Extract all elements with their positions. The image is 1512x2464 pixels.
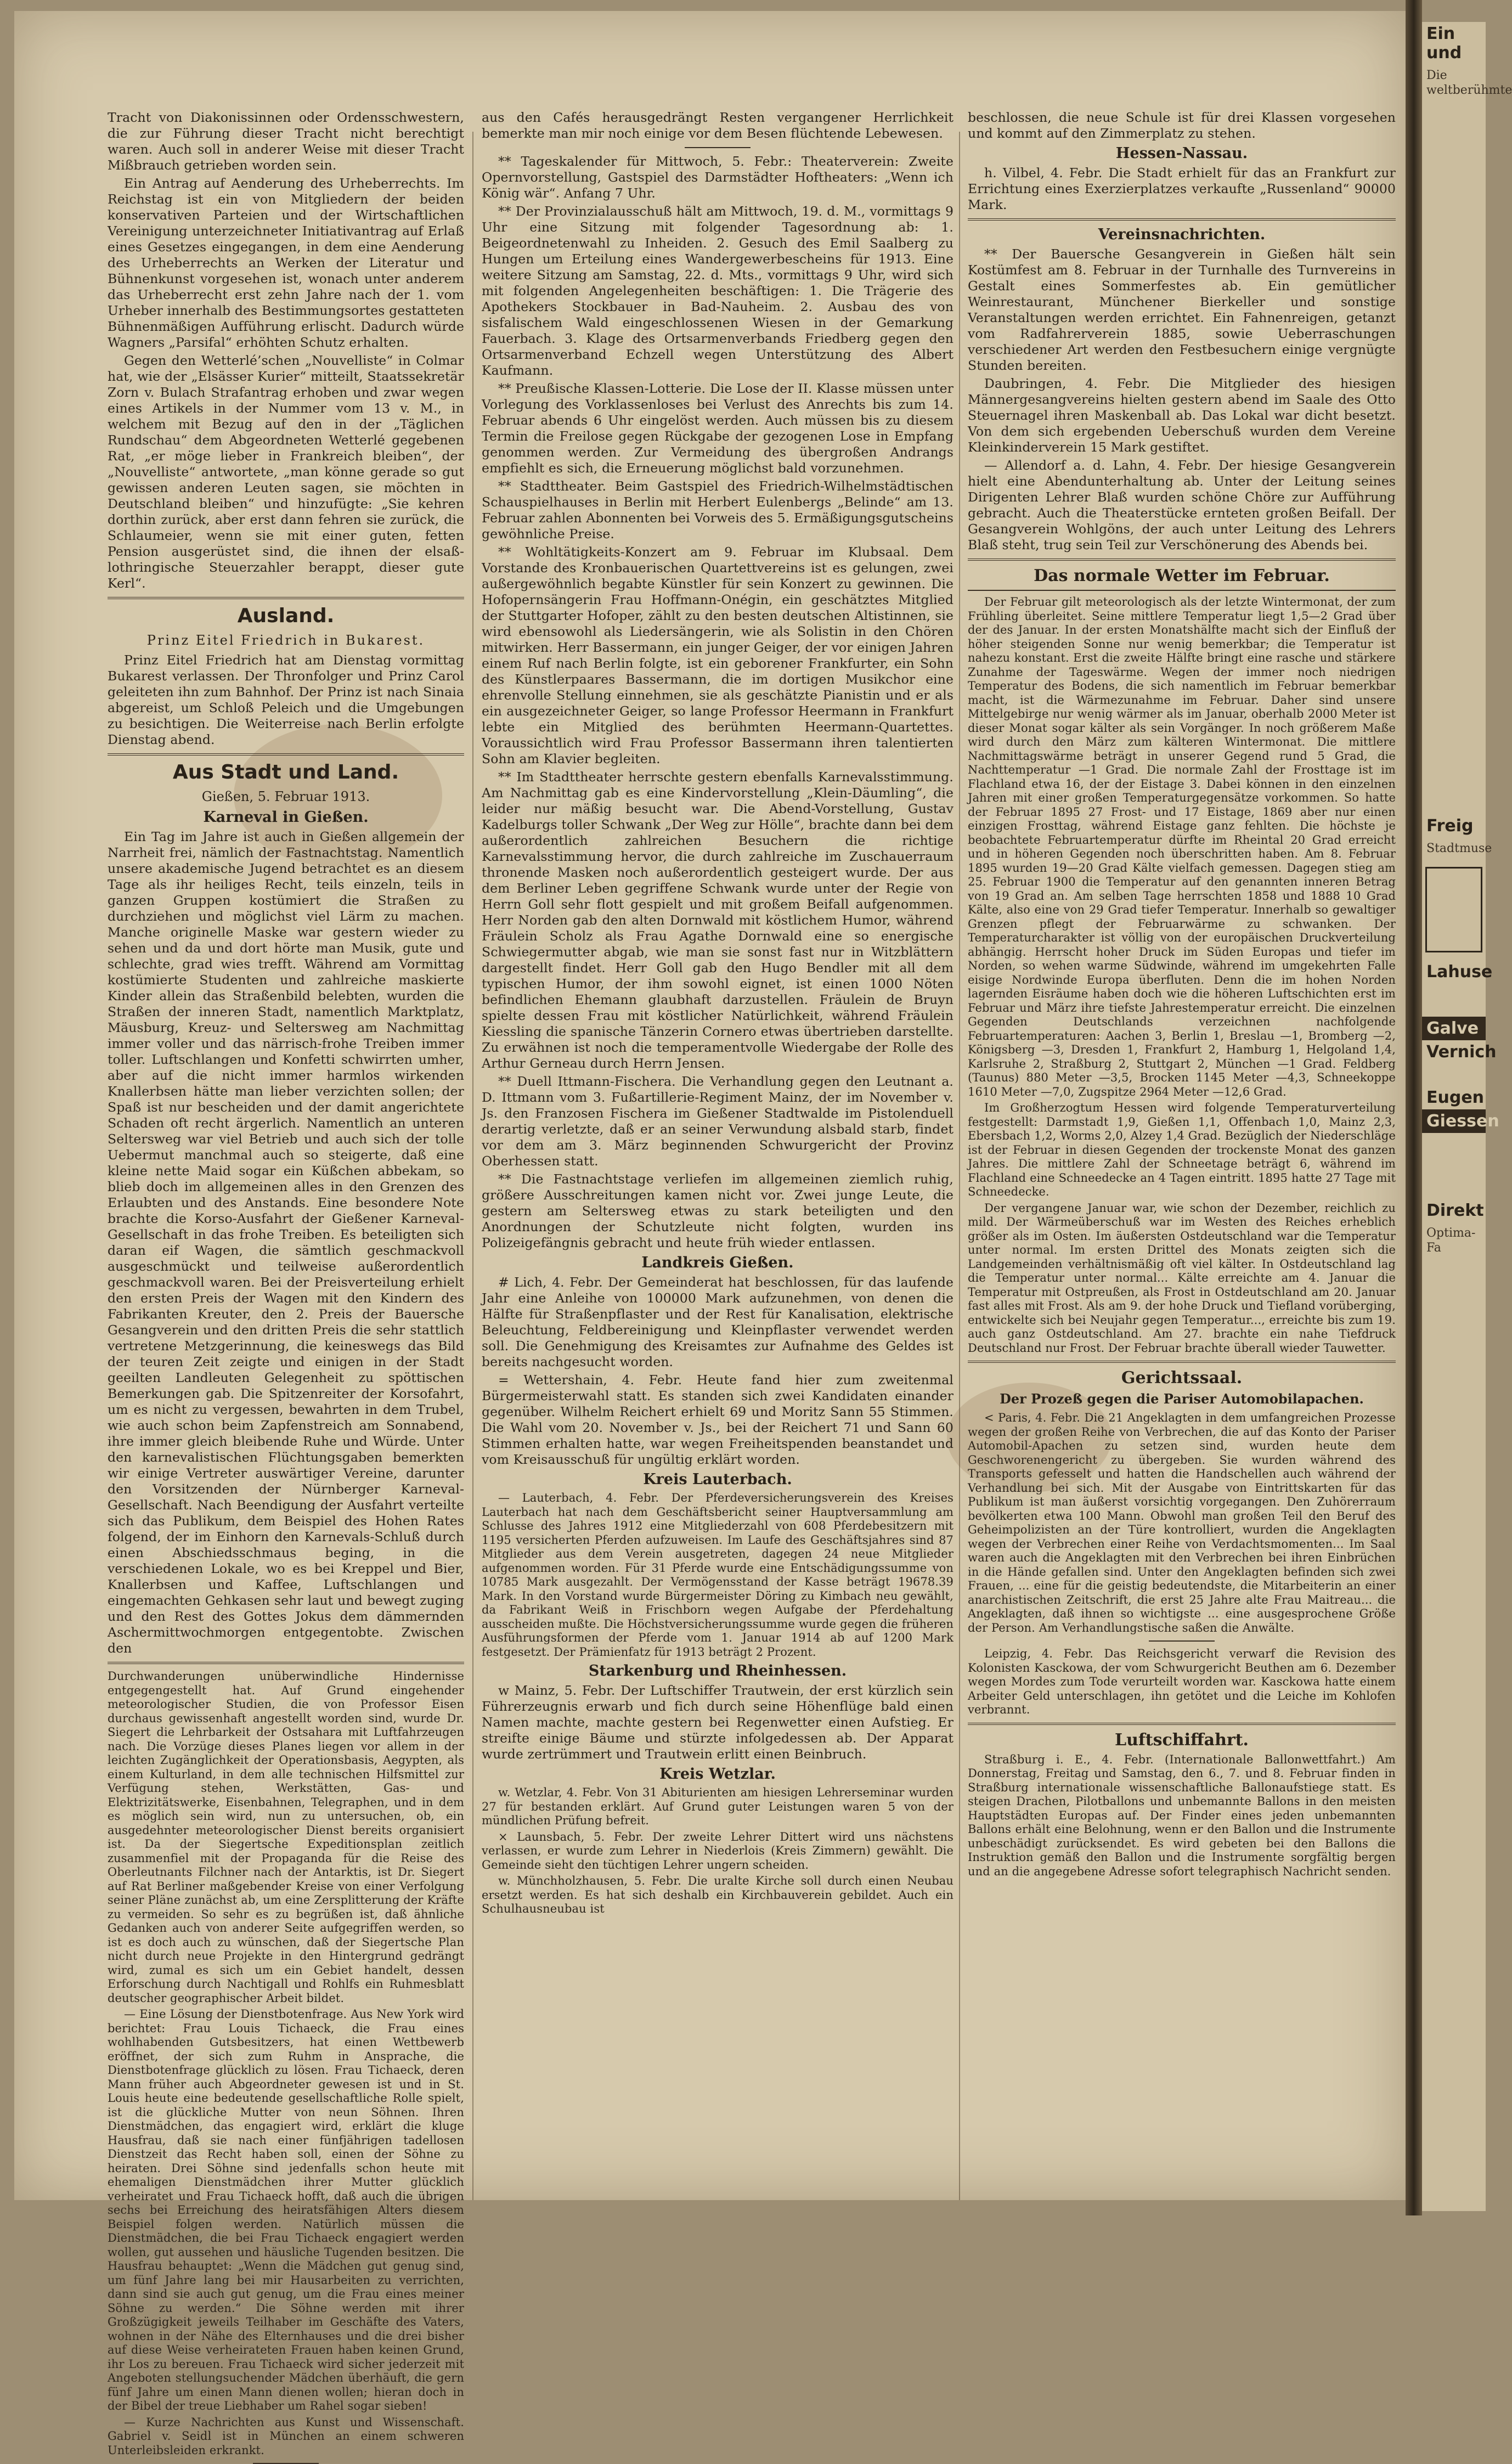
article-paragraph: Prinz Eitel Friedrich hat am Dienstag vormittag Bukarest verlassen. Der Thronfolger und Prinz Carol geleiteten ihn zum Bahnhof. Der Prinz ist nach Sinaia abgereist, um Schloß Peleich und die Umgebungen zu besichtigen. Die Weiterreise nach Berlin erfolgte Dienstag abend.	[108, 652, 464, 747]
article-paragraph: — Kurze Nachrichten aus Kunst und Wissenschaft. Gabriel v. Seidl ist in München an einem schweren Unterleibsleiden erkrankt.	[108, 2415, 464, 2457]
spacer	[1422, 1133, 1486, 1199]
article-paragraph: < Paris, 4. Febr. Die 21 Angeklagten in dem umfangreichen Prozesse wegen der großen Reihe von Verbrechen, die auf das Konto der Pariser Automobil-Apachen zu setzen sind, wurden heute dem Geschworenengericht zu übergeben. Sie wurden während des Transports gefesselt und hatten die Handschellen auch während der Verhandlung bei sich. Mit der Ausgabe von Eintrittskarten für das Publikum ist man äußerst vorsichtig vorgegangen. Den Zuhörerraum bevölkerten etwa 100 Mann. Obwohl man großen Teil den Beruf des Geheimpolizisten an der Türe kontrolliert, wurden die Angeklagten wegen der Verbrechen einer Reihe von Verdachtsmomenten... Im Saal waren auch die Angeklagten mit den Verbrechen bei ihren Einbrüchen in die Hände gefallen sind. Unter den Angeklagten befinden sich zwei Frauen, ... eine für die geistig bedeutendste, die Mitarbeiterin an einer anarchistischen Zeitschrift, die erst 25 Jahre alte Frau Maitreau... die Angeklagten, daß ihnen so wichtigste ... eine ausgesprochene Größe der Person. Am Verhandlungstische saßen die Anwälte.	[968, 1411, 1396, 1634]
article-paragraph: Durchwanderungen unüberwindliche Hindernisse entgegengestellt hat. Auf Grund eingehender meteorologischer Studien, die von Professor Eisen durchaus gewissenhaft angestellt worden sind, wurde Dr. Siegert die Lehrbarkeit der Ostsahara mit Luftfahrzeugen nach. Die Vorzüge dieses Planes liegen vor allem in der leichten Zugänglichkeit der Operationsbasis, Aegypten, als einem Kulturland, in dem alle technischen Hilfsmittel zur Verfügung stehen, Werkstätten, Gas- und Elektrizitätswerke, Eisenbahnen, Telegraphen, und in dem es möglich sein wird, nun zu untersuchen, ob, ein ausgedehnter meteorologischer Dienst bereits organisiert ist. Da der Siegertsche Expeditionsplan zeitlich zusammenfiel mit der Propaganda für die Reise des Oberleutnants Filchner nach der Antarktis, ist Dr. Siegert auf Rat Berliner maßgebender Kreise von einer Verfolgung seiner Pläne zunächst ab, um eine Zersplitterung der Kräfte zu vermeiden. So sehr es zu begrüßen ist, daß ähnliche Gedanken auch von anderer Seite aufgegriffen werden, so ist es doch auch zu wünschen, daß der Siegertsche Plan nicht durch neue Projekte in den Hintergrund gedrängt wird, zumal es sich um ein Gebiet handelt, dessen Erforschung durch Nachtigall und Rohlfs ein Ruhmesblatt deutscher geographischer Arbeit bildet.	[108, 1670, 464, 2005]
article-paragraph: Daubringen, 4. Febr. Die Mitglieder des hiesigen Männergesangvereins hielten gestern abend im Saale des Otto Steuernagel ihren Maskenball ab. Das Lokal war dicht besetzt. Von dem sich ergebenden Ueberschuß wurden dem Vereine Kleinkinderverein 15 Mark gestiftet.	[968, 376, 1396, 455]
spacer	[1422, 1064, 1486, 1086]
article-paragraph: ** Wohltätigkeits-Konzert am 9. Februar im Klubsaal. Dem Vorstande des Kronbauerischen Quartettvereins ist es gelungen, zwei außergewöhnlich begabte Künstler für sein Konzert zu gewinnen. Die Hofopernsängerin Frau Hoffmann-Onégin, ein geschätztes Mitglied der Stuttgarter Hofoper, zählt zu den besten deutschen Altistinnen, sie wird ebensowohl als Liedersängerin, wie als Solistin in den Chören mitwirken. Herr Bassermann, ein junger Geiger, der vor einigen Jahren einem Ruf nach Berlin folgte, ist ein geborener Frankfurter, ein Sohn des Künstlerpaares Bassermann, die im dortigen Musikchor eine ehrenvolle Stellung einnehmen, sie als geschätzte Pianistin und er als ein ausgezeichneter Geiger, so lange Professor Heermann in Frankfurt lebte ein Mitglied des berühmten Heermann-Quartettes. Voraussichtlich wird Frau Professor Bassermann ihren talentierten Sohn am Klavier begleiten.	[482, 544, 954, 766]
section-heading: Ausland.	[237, 605, 335, 627]
column-rule	[472, 132, 473, 2200]
section-divider	[968, 1723, 1396, 1725]
adjacent-fragment: Stadtmuse	[1426, 842, 1492, 855]
column-2	[482, 110, 954, 2195]
article-paragraph: w Mainz, 5. Febr. Der Luftschiffer Trautwein, der erst kürzlich sein Führerzeugnis erwarb und fich durch seine Höhenflüge bald einen Namen machte, machte gestern bei Regenwetter einen Aufstieg. Er streifte einige Bäume und stürzte infolgedessen ab. Der Apparat wurde zertrümmert und Trautwein erlitt einen Beinbruch.	[482, 1683, 954, 1762]
article-paragraph: — Eine Lösung der Dienstbotenfrage. Aus New York wird berichtet: Frau Louis Tichaeck, die Frau eines wohlhabenden Gutsbesitzers, hat einen Wettbewerb eröffnet, der sich zum Ruhm in Ansprache, die Dienstbotenfrage glücklich zu lösen. Frau Tichaeck, deren Mann früher auch Abgeordneter gewesen ist und in St. Louis heute eine bedeutende gesellschaftliche Rolle spielt, ist die glückliche Mutter von neun Söhnen. Ihren Dienstmädchen, das engagiert wird, erklärt die kluge Hausfrau, daß sie nach einer fünfjährigen tadellosen Dienstzeit das Recht haben soll, einen der Söhne zu heiraten. Drei Söhne sind jedenfalls schon heute mit ehemaligen Dienstmädchen ihrer Mutter glücklich verheiratet und Frau Tichaeck hofft, daß auch die übrigen sechs bei Erreichung des heiratsfähigen Alters diesem Beispiel folgen werden. Natürlich müssen die Dienstmädchen, die bei Frau Tichaeck engagiert werden wollen, gut aussehen und häusliche Tugenden besitzen. Die Hausfrau behauptet: „Wenn die Mädchen gut genug sind, um fünf Jahre lang bei mir Hausarbeiten zu verrichten, dann sind sie auch gut genug, um die Frau eines meiner Söhne zu werden.“ Die Söhne werden mit ihrer Großzügigkeit jeweils Teilhaber im Geschäfte des Vaters, wohnen in der Nähe des Elternhauses und die drei bisher auf diese Weise verheirateten Frauen haben keinen Grund, ihr Los zu bereuen. Frau Tichaeck wird sicher jederzeit mit Angeboten stellungsuchender Mädchen überhäuft, die gern fünf Jahre um einen Mann dienen wollen; hieran doch in der Bibel der treue Liebhaber um Rahel sogar sieben!	[108, 2008, 464, 2412]
section-heading: Vereinsnachrichten.	[1098, 226, 1266, 243]
adjacent-fragment: Die weltberühmte	[1426, 69, 1512, 97]
book-gutter	[1406, 0, 1422, 2215]
article-paragraph: ** Preußische Klassen-Lotterie. Die Lose der II. Klasse müssen unter Vorlegung des Vorklassenloses bei Verlust des Anrechts bis zum 14. Februar abends 6 Uhr eingelöst werden. Auch müssen bis zu diesem Termin die Freilose gegen Rückgabe der gezogenen Lose in Empfang genommen werden. Zur Vermeidung des übergroßen Andrangs empfiehlt es sich, die Erneuerung möglichst bald vorzunehmen.	[482, 381, 954, 476]
adjacent-fragment: Direkt	[1426, 1201, 1484, 1220]
subheading: Der Prozeß gegen die Pariser Automobilapachen.	[1000, 1391, 1364, 1407]
subheading: Karneval in Gießen.	[203, 809, 369, 826]
column-rule	[959, 132, 960, 2200]
article-paragraph: ** Duell Ittmann-Fischera. Die Verhandlung gegen den Leutnant a. D. Ittmann vom 3. Fußartillerie-Regiment Mainz, der im November v. Js. den Franzosen Fischera im Gießener Stadtwalde im Pistolenduell derartig verletzte, daß er an seiner Verwundung alsbald starb, findet vor dem am 3. März beginnenden Schwurgericht der Provinz Oberhessen statt.	[482, 1074, 954, 1169]
article-paragraph: w. Münchholzhausen, 5. Febr. Die uralte Kirche soll durch einen Neubau ersetzt werden. Es hat sich deshalb ein Kirchbauverein gebildet. Auch ein Schulhausneubau ist	[482, 1874, 954, 1915]
section-subheading: Landkreis Gießen.	[641, 1254, 794, 1271]
section-heading: Das normale Wetter im Februar.	[1034, 566, 1330, 585]
section-subheading: Hessen-Nassau.	[1115, 145, 1248, 162]
article-paragraph: Ein Antrag auf Aenderung des Urheberrechts. Im Reichstag ist ein von Mitgliedern der beiden konservativen Parteien und der Wirtschaftlichen Vereinigung unterzeichneter Initiativantrag auf Erlaß eines Gesetzes eingegangen, in dem eine Aenderung des Urheberrechts an Werken der Literatur und Bühnenkunst vorgesehen ist, wonach unter anderem das Urheberrecht erst zehn Jahre nach der 1. vom Urheber innerhalb des Bestimmungsortes gestatteten Bühnenmäßigen Aufführung erlischt. Dadurch würde Wagners „Parsifal“ erhöhten Schutz erhalten.	[108, 176, 464, 350]
article-paragraph: × Launsbach, 5. Febr. Der zweite Lehrer Dittert wird uns nächstens verlassen, er wurde zum Lehrer in Niederlois (Kreis Zimmern) gewählt. Die Gemeinde sieht den tüchtigen Lehrer ungern scheiden.	[482, 1830, 954, 1871]
article-paragraph: — Lauterbach, 4. Febr. Der Pferdeversicherungsverein des Kreises Lauterbach hat nach dem Geschäftsbericht seiner Hauptversammlung am Schlusse des Jahres 1912 eine Mitgliederzahl von 608 Pferdebesitzern mit 1195 versicherten Pferden aufzuweisen. Im Laufe des Geschäftsjahres sind 87 Mitglieder aus dem Verein ausgetreten, dagegen 24 neue Mitglieder aufgenommen worden. Für 31 Pferde wurde eine Entschädigungssumme von 10785 Mark ausgezahlt. Der Vermögensstand der Kasse beträgt 19678.39 Mark. In den Vorstand wurde Bürgermeister Döring zu Kimbach neu gewählt, da Fabrikant Weiß in Frischborn wegen Aufgabe der Pferdehaltung ausscheiden mußte. Die Höchstversicherungssumme wurde gegen die früheren Ausführungsformen der Pferde vom 1. Januar 1914 ab auf 1200 Mark festgesetzt. Der Prämienfatz für 1913 beträgt 2 Prozent.	[482, 1491, 954, 1659]
adjacent-fragment: Eugen	[1426, 1088, 1485, 1107]
article-paragraph: aus den Cafés herausgedrängt Resten vergangener Herrlichkeit bemerkte man mir noch einige vor dem Besen flüchtende Lebewesen.	[482, 110, 954, 141]
article-paragraph: ** Die Fastnachtstage verliefen im allgemeinen ziemlich ruhig, größere Ausschreitungen kamen nicht vor. Zwei junge Leute, die gestern am Seltersweg etwas zu stark beteiligten und den Anordnungen der Schutzleute nicht folgten, wurden ins Polizeigefängnis gebracht und heute früh wieder entlassen.	[482, 1171, 954, 1250]
newspaper-page	[14, 11, 1406, 2457]
article-paragraph: Gegen den Wetterlé’schen „Nouvelliste“ in Colmar hat, wie der „Elsässer Kurier“ mitteilt, Staatssekretär Zorn v. Bulach Strafantrag erhoben und zwar wegen eines Artikels in der Nummer vom 13 v. M., in welchem mit Bezug auf den in der „Täglichen Rundschau“ dem Abgeordneten Wetterlé gegebenen Rat, „er möge lieber in Frankreich bleiben“, der „Nouvelliste“ antwortete, „man könne gerade so gut gewissen anderen Leuten sagen, sie möchten in Deutschland bleiben“ und hinzufügte: „Sie kehren dorthin zurück, aber erst dann fehren sie zurück, die Schlaumeier, wenn sie mit einer guten, fetten Pension ausgerüstet sind, die ihnen der elsaß-lothringische Steuerzahler berappt, dieser gute Kerl“.	[108, 353, 464, 591]
adjacent-fragment: Lahuse	[1426, 962, 1493, 982]
section-subheading: Starkenburg und Rheinhessen.	[588, 1662, 847, 1679]
article-paragraph: Im Großherzogtum Hessen wird folgende Temperaturverteilung festgestellt: Darmstadt 1,9, Gießen 1,1, Offenbach 1,0, Mainz 2,3, Ebersbach 1,2, Worms 2,0, Alzey 1,4 Grad. Bezüglich der Niederschläge ist der Februar in diesen Gegenden der trockenste Monat des ganzen Jahres. Die mittlere Zahl der Schneetage beträgt 6, während im Flachland eine Schneedecke an 4 Tagen eintritt. 1895 hatte 27 Tage mit Schneedecke.	[968, 1101, 1396, 1198]
article-paragraph: Der Februar gilt meteorologisch als der letzte Wintermonat, der zum Frühling überleitet. Seine mittlere Temperatur liegt 1,5—2 Grad über der des Januar. In der ersten Monatshälfte macht sich der Einfluß der höher steigenden Sonne nur wenig bemerkbar; die Temperatur ist nahezu konstant. Erst die zweite Hälfte bringt eine rasche und stärkere Zunahme der Tageswärme. Wegen der immer noch niedrigen Temperatur des Bodens, die sich namentlich im Februar bemerkbar macht, ist die Wärmezunahme im Februar. Daher sind unsere Mittelgebirge nur wenig wärmer als im Januar, oberhalb 2000 Meter ist dieser Monat sogar kälter als sein Vorgänger. In noch größerem Maße wird durch den März zum kälteren Wintermonat. Die mittlere Nachmittagswärme beträgt in unserer Gegend rund 5 Grad, die Nachttemperatur —1 Grad. Die normale Zahl der Frosttage ist im Flachland etwa 16, der der Eistage 3. Dabei können in den einzelnen Jahren mit einer großen Temperaturgegensätze vorkommen. So hatte der Februar 1895 27 Frost- und 17 Eistage, 1869 aber nur einen einzigen Frosttag, während Eistage ganz fehlten. Die höchste je beobachtete Februartemperatur dürfte im Rheintal 20 Grad erreicht und in höheren Gegenden noch überschritten haben. Am 8. Februar 1895 wurden 19—20 Grad Kälte vielfach gemessen. Dagegen stieg am 25. Februar 1900 die Temperatur auf den genannten inneren Betrag von 19 Grad an. Am selben Tage herrschten 1858 und 1888 10 Grad Kälte, also eine von 29 Grad tiefer Temperatur. Innerhalb so gewaltiger Grenzen pflegt der Februarwärme zu schwanken. Der Temperaturcharakter ist völlig von der europäischen Druckverteilung abhängig. Herrscht hoher Druck im Süden Europas und tiefer im Norden, so wehen warme Südwinde, während im umgekehrten Falle eisige Nordwinde Europa überfluten. Denn die im hohen Norden lagernden Eisräume haben doch wie die höheren Luftschichten erst im Februar und März ihre tiefste Jahrestemperatur erreicht. Die einzelnen Gegenden Deutschlands verzeichnen nachfolgende Februartemperaturen: Aachen 3, Berlin 1, Breslau —1, Bromberg —2, Königsberg —3, Dresden 1, Frankfurt 2, Hamburg 1, Helgoland 1,4, Karlsruhe 2, Straßburg 2, Stuttgart 2, München —1 Grad. Feldberg (Taunus) 880 Meter —3,5, Brocken 1145 Meter —4,3, Schneekoppe 1610 Meter —7,0, Zugspitze 2964 Meter —12,6 Grad.	[968, 595, 1396, 1098]
adjacent-fragment: Vernich	[1426, 1042, 1497, 1062]
article-paragraph: ** Der Bauersche Gesangverein in Gießen hält sein Kostümfest am 8. Februar in der Turnhalle des Turnvereins in Gestalt eines Sommerfestes ab. Ein gemütlicher Weinrestaurant, Münchener Bierkeller und sonstige Veranstaltungen werden errichtet. Ein Fahnenreigen, getanzt vom Radfahrerverein 1885, sowie Ueberraschungen verschiedener Art werden den Festbesuchern einige vergnügte Stunden bereiten.	[968, 246, 1396, 373]
section-heading: Luftschiffahrt.	[1114, 1730, 1249, 1750]
adjacent-fragment: Giessen	[1422, 1109, 1486, 1133]
article-paragraph: Tracht von Diakonissinnen oder Ordensschwestern, die zur Führung dieser Tracht nicht berechtigt waren. Auch soll in anderer Weise mit dieser Tracht Mißbrauch getrieben worden sein.	[108, 110, 464, 173]
spacer	[1422, 984, 1486, 1017]
section-divider	[968, 1361, 1396, 1363]
article-paragraph: ** Stadttheater. Beim Gastspiel des Friedrich-Wilhelmstädtischen Schauspielhauses in Berlin mit Herbert Eulenbergs „Belinde“ am 13. Februar zahlen Abonnenten bei Vorweis des 5. Ermäßigungsgutscheins gewöhnliche Preise.	[482, 478, 954, 542]
article-paragraph: # Lich, 4. Febr. Der Gemeinderat hat beschlossen, für das laufende Jahr eine Anleihe von 100000 Mark aufzunehmen, von denen die Hälfte für Straßenpflaster und der Rest für Kanalisation, elektrische Beleuchtung, Feldbereinigung und Kleinpflaster verwendet werden soll. Die Genehmigung des Kreisamtes zur Aufnahme des Geldes ist bereits nachgesucht worden.	[482, 1275, 954, 1369]
article-paragraph: Leipzig, 4. Febr. Das Reichsgericht verwarf die Revision des Kolonisten Kasckowa, der vom Schwurgericht Beuthen am 6. Dezember wegen Mordes zum Tode verurteilt worden war. Kasckowa hatte einem Arbeiter Geld unterschlagen, ihn getötet und die Leiche im Kohlofen verbrannt.	[968, 1647, 1396, 1716]
section-divider	[968, 559, 1396, 561]
subheading: Prinz Eitel Friedrich in Bukarest.	[146, 633, 425, 648]
section-subheading: Kreis Wetzlar.	[659, 1766, 776, 1783]
column-3	[968, 110, 1396, 2195]
article-paragraph: Der vergangene Januar war, wie schon der Dezember, reichlich zu mild. Der Wärmeüberschuß war im Westen des Reiches erheblich größer als im Osten. Im äußersten Ostdeutschland war die Temperatur unter normal. Im ersten Drittel des Monats zeigten sich die Landgemeinden verhältnismäßig oft viel kälter. In Ostdeutschland lag die Temperatur unter normal... Kälte erreichte am 4. Januar die Temperatur mit Ostpreußen, als Frost in Ostdeutschland am 20. Januar fast alles mit Frost. Als am 9. der hohe Druck und Tiefland vorüberging, entwickelte sich bei Neujahr gegen Temperatur..., erreichte bis zum 19. auch ganz Ostdeutschland. Am 27. brachte ein nahe Tiefdruck Deutschland nur Frost. Der Februar brachte überall wieder Tauwetter.	[968, 1201, 1396, 1355]
section-heading: Gerichtssaal.	[1121, 1368, 1243, 1388]
separator	[685, 147, 751, 148]
section-divider	[108, 753, 464, 755]
adjacent-fragment: Freig	[1426, 816, 1474, 836]
column-1	[108, 110, 464, 2457]
article-paragraph: w. Wetzlar, 4. Febr. Von 31 Abiturienten am hiesigen Lehrerseminar wurden 27 für bestanden erklärt. Auf Grund guter Leistungen waren 5 von der mündlichen Prüfung befreit.	[482, 1786, 954, 1827]
article-paragraph: = Wettershain, 4. Febr. Heute fand hier zum zweitenmal Bürgermeisterwahl statt. Es standen sich zwei Kandidaten einander gegenüber. Wilhelm Reichert erhielt 69 und Moritz Sann 55 Stimmen. Die Wahl vom 20. November v. Js., bei der Reichert 71 und Sann 60 Stimmen erhalten hatte, war wegen Freiheitspenden beanstandet und vom Kreisausschuß für ungültig erklärt worden.	[482, 1372, 954, 1467]
adjacent-fragment: Optima-Fa	[1426, 1226, 1476, 1255]
adjacent-page-edge	[1422, 22, 1512, 2211]
section-divider	[108, 1662, 464, 1664]
article-paragraph: beschlossen, die neue Schule ist für drei Klassen vorgesehen und kommt auf den Zimmerplatz zu stehen.	[968, 110, 1396, 141]
section-subheading: Kreis Lauterbach.	[643, 1471, 792, 1488]
article-paragraph: ** Der Provinzialausschuß hält am Mittwoch, 19. d. M., vormittags 9 Uhr eine Sitzung mit folgender Tagesordnung ab: 1. Beigeordnetenwahl zu Inheiden. 2. Gesuch des Emil Saalberg zu Hungen um Erteilung eines Wandergewerbescheins für 1913. Eine weitere Sitzung am Samstag, 22. d. Mts., vormittags 9 Uhr, wird sich mit folgenden Angelegenheiten beschäftigen: 1. Die Trägerie des Apothekers Stockbauer in Bad-Nauheim. 2. Ausbau des von sisfalischem Wald eingeschlossenen Wiesen in der Gemarkung Fauerbach. 3. Klage des Ortsarmenverbands Friedberg gegen den Ortsarmenverband Echzell wegen Unterstützung des Albert Kaufmann.	[482, 204, 954, 378]
article-paragraph: h. Vilbel, 4. Febr. Die Stadt erhielt für das an Frankfurt zur Errichtung eines Exerzierplatzes verkaufte „Russenland“ 90000 Mark.	[968, 165, 1396, 212]
article-paragraph: — Allendorf a. d. Lahn, 4. Febr. Der hiesige Gesangverein hielt eine Abendunterhaltung ab. Unter der Leitung seines Dirigenten Lehrer Blaß wurden schöne Chöre zur Aufführung gebracht. Auch die Theaterstücke ernteten großen Beifall. Der Gesangverein Wohlgöns, der auch unter Leitung des Lehrers Blaß steht, trug sein Teil zur Verschönerung des Abends bei.	[968, 458, 1396, 552]
article-paragraph: ** Im Stadttheater herrschte gestern ebenfalls Karnevalsstimmung. Am Nachmittag gab es eine Kindervorstellung „Klein-Däumling“, die leider nur mäßig besucht war. Die Abend-Vorstellung, Gustav Kadelburgs toller Schwank „Der Weg zur Hölle“, brachte dann bei dem außerordentlich zahlreichen Besuchern die richtige Karnevalsstimmung hervor, die durch zahlreiche im Zuschauerraum thronende Masken noch außerordentlich gesteigert wurde. Der aus dem Berliner Leben gegriffene Schwank wurde unter der Regie von Herrn Goll sehr flott gespielt und mit großem Beifall aufgenommen. Herr Norden gab den alten Dornwald mit köstlichem Humor, während Fräulein Scholz als Frau Agathe Dornwald eine so energische Schwiegermutter abgab, wie man sie sonst fast nur in Witzblättern dargestellt findet. Herr Goll gab den Hugo Bendler mit all dem typischen Humor, der ihm sowohl eignet, ist einen 1000 Nöten befindlichen Ehemann glaubhaft darzustellen. Fräulein de Bruyn spielte dessen Frau mit köstlicher Natürlichkeit, während Fräulein Kiessling die spanische Tänzerin Cornero etwas übertrieben darstellte. Zu erwähnen ist noch die temperamentvolle Wiedergabe der Rolle des Arthur Gerneau durch Herrn Jensen.	[482, 769, 954, 1071]
ad-illustration	[1425, 867, 1482, 952]
section-heading: Aus Stadt und Land.	[172, 761, 399, 783]
adjacent-fragment: Galve	[1422, 1017, 1486, 1040]
spacer	[1422, 101, 1486, 814]
adjacent-fragment: Ein und	[1426, 24, 1462, 63]
article-paragraph: Straßburg i. E., 4. Febr. (Internationale Ballonwettfahrt.) Am Donnerstag, Freitag und Samstag, den 6., 7. und 8. Februar finden in Straßburg internationale wissenschaftliche Ballonaufstiege statt. Es steigen Drachen, Pilotballons und unbemannte Ballons in den meisten Hauptstädten Europas auf. Der Finder eines jeden unbemannten Ballons erhält eine Belohnung, wenn er den Ballon und die Instrumente unbeschädigt zurücksendet. Es wird gebeten bei den Ballons die Instruktion gemäß den Ballon und die Instrumente sorgfältig bergen und an die angegebene Adresse sofort telegraphisch Nachricht senden.	[968, 1752, 1396, 1878]
section-divider	[968, 218, 1396, 221]
article-paragraph: ** Tageskalender für Mittwoch, 5. Febr.: Theaterverein: Zweite Opernvorstellung, Gastspiel des Darmstädter Hoftheaters: „Wenn ich König wär“. Anfang 7 Uhr.	[482, 154, 954, 201]
dateline: Gießen, 5. Februar 1913.	[201, 789, 370, 804]
section-divider	[108, 597, 464, 599]
heading-rule	[968, 590, 1396, 591]
article-paragraph: Ein Tag im Jahre ist auch in Gießen allgemein der Narrheit frei, nämlich der Fastnachtstag. Namentlich unsere akademische Jugend betrachtet es an diesem Tage als ihr heiliges Recht, teils einzeln, teils in ganzen Gruppen kostümiert die Straßen zu durchziehen und möglichst viel Lärm zu machen. Manche originelle Maske war gestern wieder zu sehen und da und dort hörte man Musik, gute und schlechte, grad wies trefft. Während am Vormittag kostümierte Studenten und zahlreiche maskierte Kinder allein das Straßenbild belebten, wurden die Straßen der inneren Stadt, namentlich Marktplatz, Mäusburg, Kreuz- und Seltersweg am Nachmittag immer voller und das närrisch-frohe Treiben immer toller. Luftschlangen und Konfetti schwirrten umher, aber auf die nicht immer harmlos wirkenden Knallerbsen hätte man lieber verzichten sollen; der Spaß ist nur bescheiden und der damit angerichtete Schaden oft recht ärgerlich. Namentlich an unteren Seltersweg war viel Betrieb und auch sich der tolle Uebermut manchmal auch so steigerte, daß eine kleine nette Maid sogar ein Küßchen abbekam, so blieb doch im allgemeinen alles in den Grenzen des Erlaubten und des Anstands. Eine besondere Note brachte die Korso-Ausfahrt der Gießener Karneval-Gesellschaft in das frohe Treiben. Es beteiligten sich daran eif Wagen, die sämtlich geschmackvoll ausgeschmückt und teilweise außerordentlich geschmackvoll waren. Bei der Preisverteilung erhielt den ersten Preis der Wagen mit den Kindern des Fabrikanten Kreuter, den 2. Preis der Bauersche Gesangverein und den dritten Preis die sehr stattlich vertretene Metzgerinnung, die keineswegs das Bild der teuren Zeit zeigte und einigen in der Stadt geeilten Landleuten Gelegenheit zu spöttischen Bemerkungen gab. Die Spitzenreiter der Korsofahrt, um es nicht zu vergessen, bewahrten in dem Trubel, wie auch schon beim Zapfenstreich am Sonnabend, ihre immer gleich bleibende Ruhe und Würde. Unter den karnevalistischen Flüchtungsgaben bemerkten wir einige Vertreter auswärtiger Vereine, darunter den Vorsitzenden der Nürnberger Karneval-Gesellschaft. Nach Beendigung der Ausfahrt verteilte sich das Publikum, dem Beispiel des Hohen Rates folgend, der im Einhorn den Karnevals-Schluß durch einen Abschiedsschmaus beging, in die verschiedenen Lokale, wo es bei Kreppel und Bier, Knallerbsen und Kaffee, Luftschlangen und eingemachten Gehkasen sehr laut und bewegt zuging und den Rest des Gottes Jokus dem dämmernden Aschermittwochmorgen entgegentobte. Zwischen den	[108, 829, 464, 1656]
separator	[1149, 1640, 1215, 1642]
